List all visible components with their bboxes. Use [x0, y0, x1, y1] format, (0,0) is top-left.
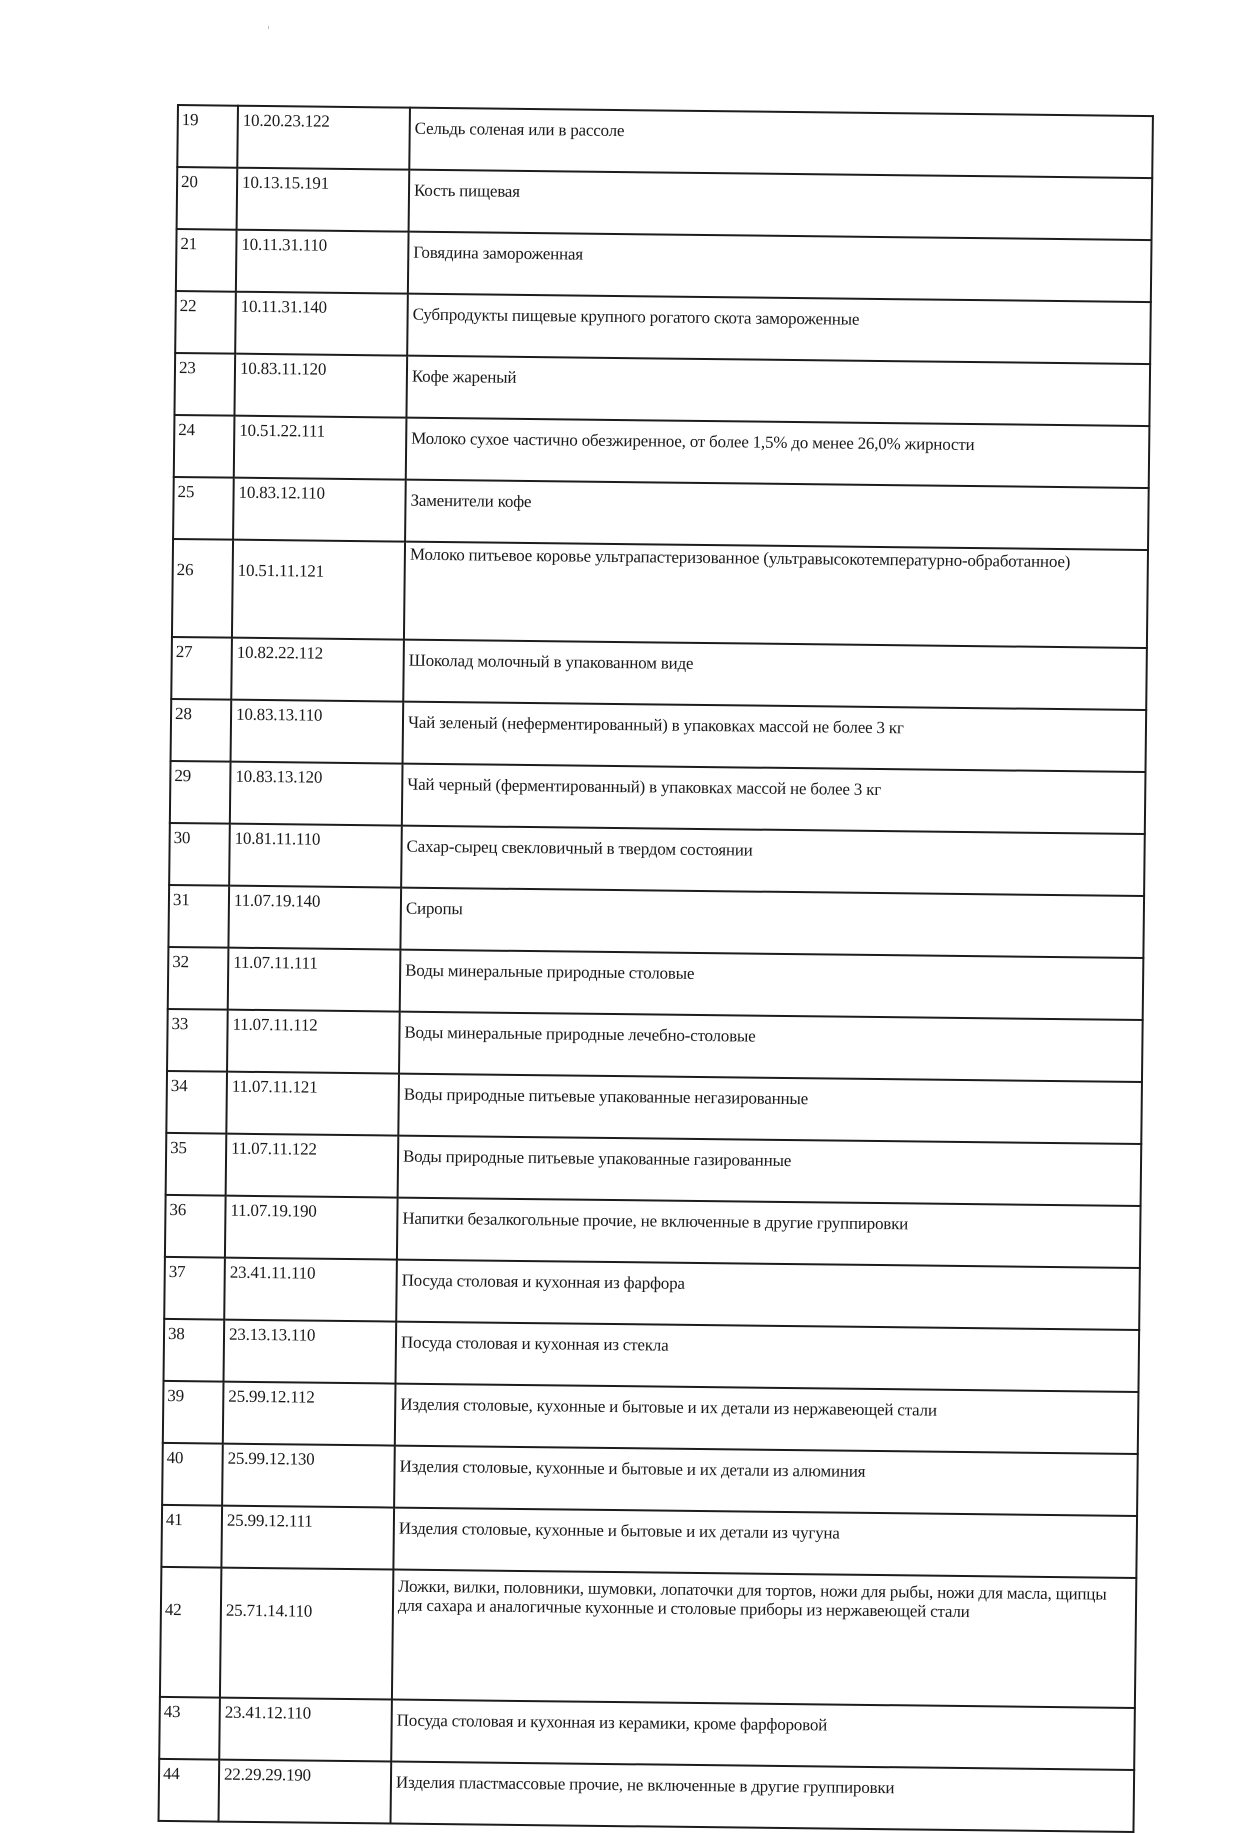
product-name-cell: Изделия столовые, кухонные и бытовые и их детали из алюминия [394, 1446, 1138, 1516]
product-name-cell: Чай черный (ферментированный) в упаковках массой не более 3 кг [402, 764, 1146, 834]
row-number-cell: 22 [175, 291, 236, 354]
row-number-cell: 27 [171, 637, 232, 700]
table-row [175, 291, 1151, 364]
row-number-cell: 29 [170, 761, 231, 824]
row-number-cell: 43 [159, 1697, 220, 1760]
table-row [163, 1381, 1139, 1454]
row-number-cell: 25 [173, 477, 234, 540]
table-row [174, 415, 1150, 488]
table-row [174, 353, 1150, 426]
okpd-code-cell: 25.99.12.130 [222, 1444, 395, 1508]
row-number-cell: 24 [174, 415, 235, 478]
table-row [169, 823, 1145, 896]
product-name-cell: Воды природные питьевые упакованные газированные [398, 1136, 1142, 1206]
product-name-cell: Сельдь соленая или в рассоле [409, 108, 1153, 178]
okpd-code-cell: 10.83.13.120 [230, 762, 403, 826]
row-number-cell: 30 [169, 823, 230, 886]
okpd-code-cell: 10.13.15.191 [237, 168, 410, 232]
okpd-code-cell: 11.07.19.190 [225, 1196, 398, 1260]
table-row [159, 1697, 1135, 1770]
okpd-code-cell: 23.41.11.110 [224, 1258, 397, 1322]
table-row [171, 637, 1147, 710]
product-name-cell: Изделия столовые, кухонные и бытовые и их детали из чугуна [393, 1508, 1137, 1578]
product-name-cell: Сиропы [400, 888, 1144, 958]
row-number-cell: 19 [177, 105, 238, 168]
product-name-cell: Посуда столовая и кухонная из стекла [395, 1322, 1139, 1392]
table-row [171, 699, 1147, 772]
table-row [177, 105, 1153, 178]
table-row [165, 1195, 1141, 1268]
okpd-code-cell: 10.81.11.110 [229, 824, 402, 888]
row-number-cell: 35 [166, 1133, 227, 1196]
table-row [160, 1567, 1136, 1708]
product-name-cell: Заменители кофе [405, 480, 1149, 550]
row-number-cell: 36 [165, 1195, 226, 1258]
row-number-cell: 34 [166, 1071, 227, 1134]
table-row [172, 539, 1148, 648]
table-row [166, 1133, 1142, 1206]
okpd-code-cell: 10.83.11.120 [234, 354, 407, 418]
products-table-body [159, 105, 1153, 1832]
table-row [168, 947, 1144, 1020]
table-row [170, 761, 1146, 834]
okpd-code-cell: 11.07.11.111 [228, 948, 401, 1012]
table-row [176, 229, 1152, 302]
row-number-cell: 28 [171, 699, 232, 762]
product-name-cell: Ложки, вилки, половники, шумовки, лопаточки для тортов, ножи для рыбы, ножи для масла, щипцы для сахара и аналогичные кухонные и столовые приборы из нержавеющей стали [392, 1570, 1136, 1708]
okpd-code-cell: 25.71.14.110 [220, 1568, 393, 1700]
table-row [164, 1257, 1140, 1330]
okpd-code-cell: 10.11.31.110 [236, 230, 409, 294]
product-name-cell: Изделия столовые, кухонные и бытовые и их детали из нержавеющей стали [395, 1384, 1139, 1454]
product-name-cell: Молоко сухое частично обезжиренное, от более 1,5% до менее 26,0% жирности [406, 418, 1150, 488]
okpd-code-cell: 22.29.29.190 [219, 1760, 392, 1824]
row-number-cell: 21 [176, 229, 237, 292]
product-name-cell: Шоколад молочный в упакованном виде [403, 640, 1147, 710]
row-number-cell: 37 [164, 1257, 225, 1320]
scan-speck [268, 26, 269, 29]
table-row [164, 1319, 1140, 1392]
product-name-cell: Молоко питьевое коровье ультрапастеризованное (ультравысокотемпературно-обработанное) [404, 542, 1148, 648]
product-name-cell: Посуда столовая и кухонная из фарфора [396, 1260, 1140, 1330]
product-name-cell: Кофе жареный [406, 356, 1150, 426]
row-number-cell: 42 [160, 1567, 221, 1698]
okpd-code-cell: 11.07.19.140 [228, 886, 401, 950]
product-name-cell: Сахар-сырец свекловичный в твердом состоянии [401, 826, 1145, 896]
product-name-cell: Кость пищевая [409, 170, 1153, 240]
product-name-cell: Воды минеральные природные лечебно-столовые [399, 1012, 1143, 1082]
row-number-cell: 23 [174, 353, 235, 416]
row-number-cell: 26 [172, 539, 233, 638]
products-table [158, 104, 1154, 1833]
product-name-cell: Субпродукты пищевые крупного рогатого скота замороженные [407, 294, 1151, 364]
okpd-code-cell: 10.11.31.140 [235, 292, 408, 356]
okpd-code-cell: 11.07.11.112 [227, 1010, 400, 1074]
okpd-code-cell: 10.51.22.111 [234, 416, 407, 480]
okpd-code-cell: 10.51.11.121 [232, 540, 405, 640]
product-name-cell: Воды минеральные природные столовые [400, 950, 1144, 1020]
table-container [158, 104, 1152, 1833]
row-number-cell: 20 [177, 167, 238, 230]
row-number-cell: 39 [163, 1381, 224, 1444]
table-row [168, 885, 1144, 958]
product-name-cell: Чай зеленый (неферментированный) в упаковках массой не более 3 кг [403, 702, 1147, 772]
okpd-code-cell: 11.07.11.121 [226, 1072, 399, 1136]
okpd-code-cell: 23.13.13.110 [224, 1320, 397, 1384]
row-number-cell: 33 [167, 1009, 228, 1072]
table-row [167, 1009, 1143, 1082]
product-name-cell: Напитки безалкогольные прочие, не включенные в другие группировки [397, 1198, 1141, 1268]
row-number-cell: 38 [164, 1319, 225, 1382]
product-name-cell: Говядина замороженная [408, 232, 1152, 302]
table-row [177, 167, 1153, 240]
product-name-cell: Воды природные питьевые упакованные негазированные [398, 1074, 1142, 1144]
row-number-cell: 41 [161, 1505, 222, 1568]
okpd-code-cell: 10.83.13.110 [231, 700, 404, 764]
okpd-code-cell: 10.83.12.110 [233, 478, 406, 542]
okpd-code-cell: 11.07.11.122 [226, 1134, 399, 1198]
product-name-cell: Посуда столовая и кухонная из керамики, кроме фарфоровой [391, 1700, 1135, 1770]
okpd-code-cell: 10.20.23.122 [237, 106, 410, 170]
table-row [166, 1071, 1142, 1144]
row-number-cell: 44 [159, 1759, 220, 1822]
table-row [162, 1443, 1138, 1516]
row-number-cell: 31 [168, 885, 229, 948]
okpd-code-cell: 23.41.12.110 [219, 1698, 392, 1762]
okpd-code-cell: 10.82.22.112 [231, 638, 404, 702]
table-row [161, 1505, 1137, 1578]
row-number-cell: 40 [162, 1443, 223, 1506]
okpd-code-cell: 25.99.12.111 [221, 1506, 394, 1570]
product-name-cell: Изделия пластмассовые прочие, не включенные в другие группировки [391, 1762, 1135, 1832]
table-row [173, 477, 1149, 550]
row-number-cell: 32 [168, 947, 229, 1010]
table-row [159, 1759, 1135, 1832]
okpd-code-cell: 25.99.12.112 [223, 1382, 396, 1446]
